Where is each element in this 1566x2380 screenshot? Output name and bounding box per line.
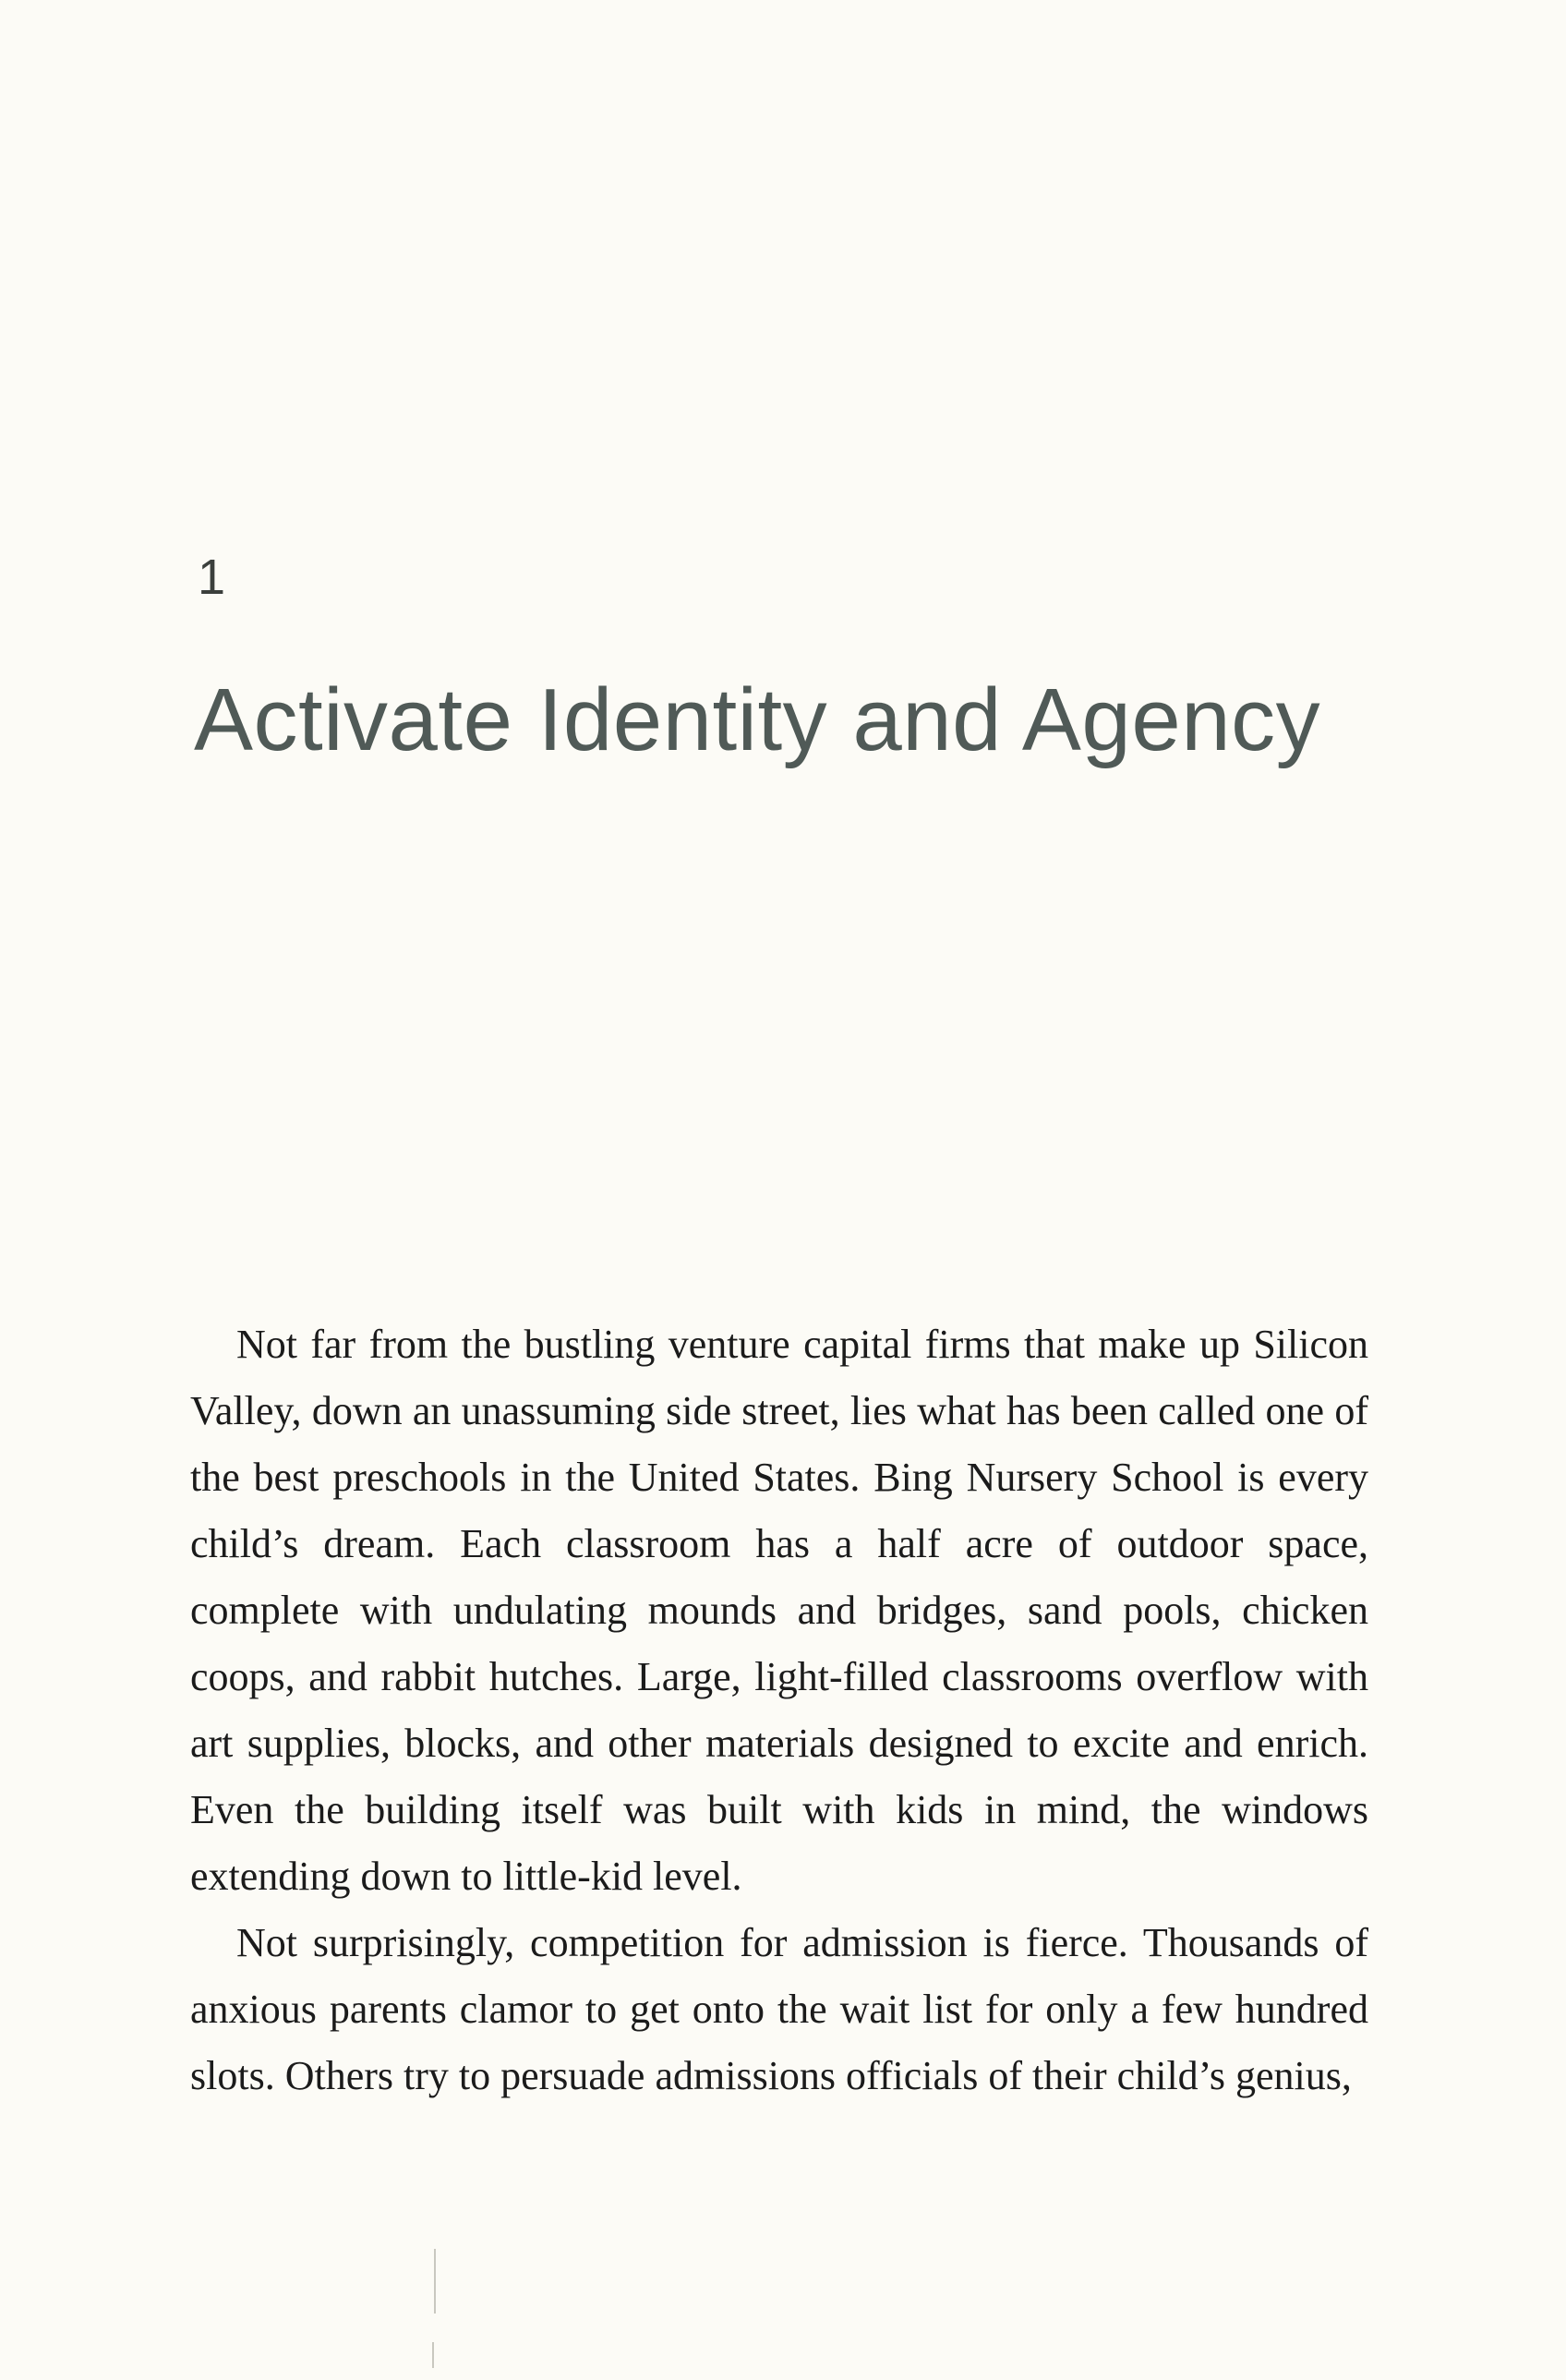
chapter-body [190,1311,1368,2109]
chapter-number: 1 [198,550,226,605]
scan-mark [432,2342,434,2368]
paragraph-2: Not surprisingly, competition for admission is fierce. Thousands of anxious parents clamor to get onto the wait list for only a few hundred slots. Others try to persuade admissions officials of their child’s genius, [190,1920,1368,2098]
scan-mark [434,2249,436,2314]
paragraph-1: Not far from the bustling venture capital firms that make up Silicon Valley, down an unassuming side street, lies what has been called one of the best preschools in the United States. Bing Nursery School is every child’s dream. Each classroom has a half acre of outdoor space, complete with undulating mounds and bridges, sand pools, chicken coops, and rabbit hutches. Large, light-filled classrooms overflow with art supplies, blocks, and other materials designed to excite and enrich. Even the building itself was built with kids in mind, the windows extending down to little-kid level. [190,1322,1368,1899]
chapter-title: Activate Identity and Agency [194,671,1321,769]
